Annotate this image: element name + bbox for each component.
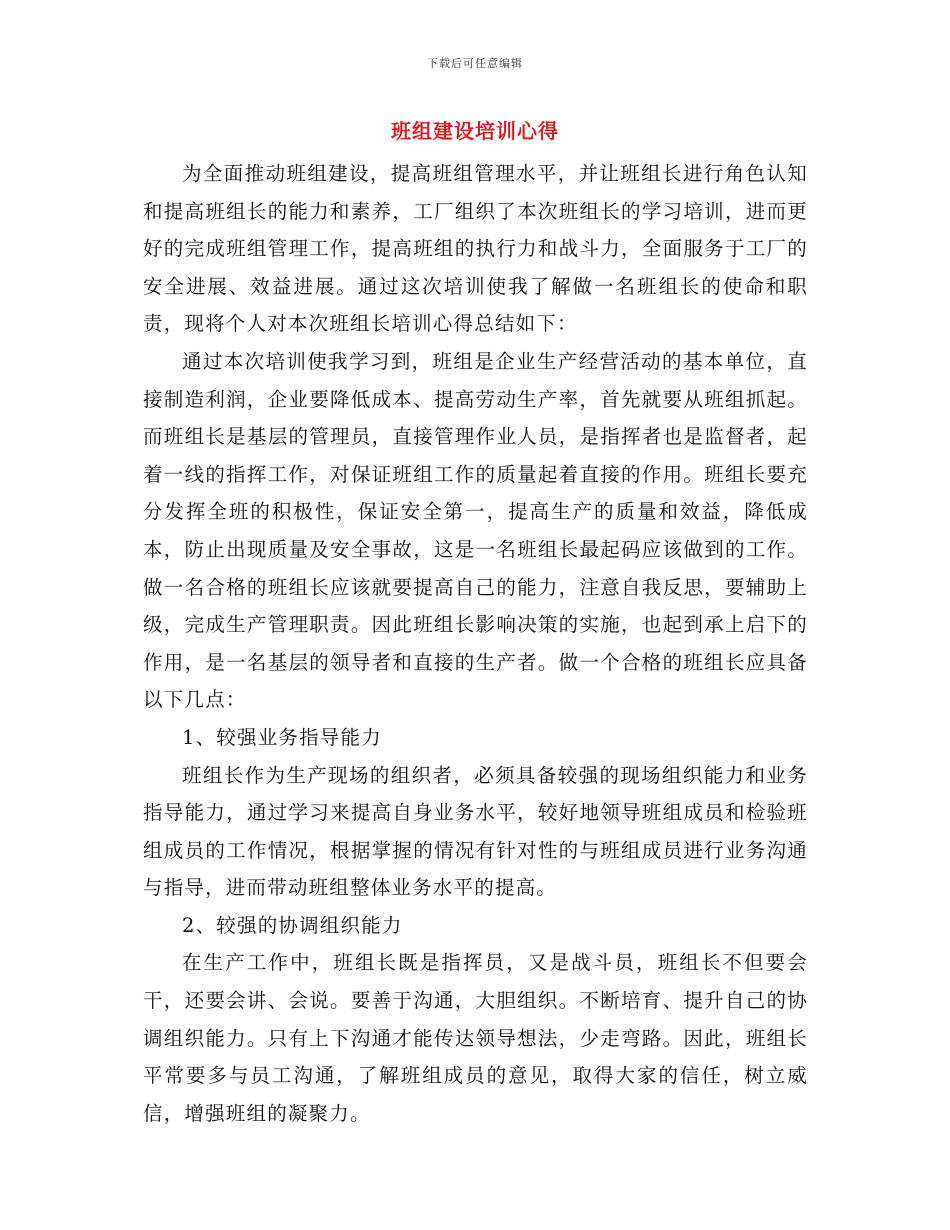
body-paragraph-training-lessons: 通过本次培训使我学习到，班组是企业生产经营活动的基本单位，直接制造利润，企业要降低成本、提高劳动生产率，首先就要从班组抓起。而班组长是基层的管理员，直接管理作业人员，是指挥者也是监督者，起着一线的指挥工作，对保证班组工作的质量起着直接的作用。班组长要充分发挥全班的积极性，保证安全第一，提高生产的质量和效益，降低成本，防止出现质量及安全事故，这是一名班组长最起码应该做到的工作。做一名合格的班组长应该就要提高自己的能力，注意自我反思，要辅助上级，完成生产管理职责。因此班组长影响决策的实施，也起到承上启下的作用，是一名基层的领导者和直接的生产者。做一个合格的班组长应具备以下几点：	[143, 349, 808, 712]
body-paragraph-intro: 为全面推动班组建设，提高班组管理水平，并让班组长进行角色认知和提高班组长的能力和素养，工厂组织了本次班组长的学习培训，进而更好的完成班组管理工作，提高班组的执行力和战斗力，全面服务于工厂的安全进展、效益进展。通过这次培训使我了解做一名班组长的使命和职责，现将个人对本次班组长培训心得总结如下：	[143, 162, 808, 336]
document-title: 班组建设培训心得	[391, 119, 559, 143]
section-heading-2: 2、较强的协调组织能力	[182, 913, 403, 937]
body-paragraph-coordination: 在生产工作中，班组长既是指挥员，又是战斗员，班组长不但要会干，还要会讲、会说。要善于沟通，大胆组织。不断培育、提升自己的协调组织能力。只有上下沟通才能传达领导想法，少走弯路。因此，班组长平常要多与员工沟通，了解班组成员的意见，取得大家的信任，树立威信，增强班组的凝聚力。	[143, 951, 808, 1125]
section-heading-1: 1、较强业务指导能力	[182, 725, 382, 749]
page-header-note: 下载后可任意编辑	[427, 57, 523, 70]
document-body	[143, 155, 808, 1132]
body-paragraph-business-guidance: 班组长作为生产现场的组织者，必须具备较强的现场组织能力和业务指导能力，通过学习来提高自身业务水平，较好地领导班组成员和检验班组成员的工作情况，根据掌握的情况有针对性的与班组成员进行业务沟通与指导，进而带动班组整体业务水平的提高。	[143, 763, 808, 900]
